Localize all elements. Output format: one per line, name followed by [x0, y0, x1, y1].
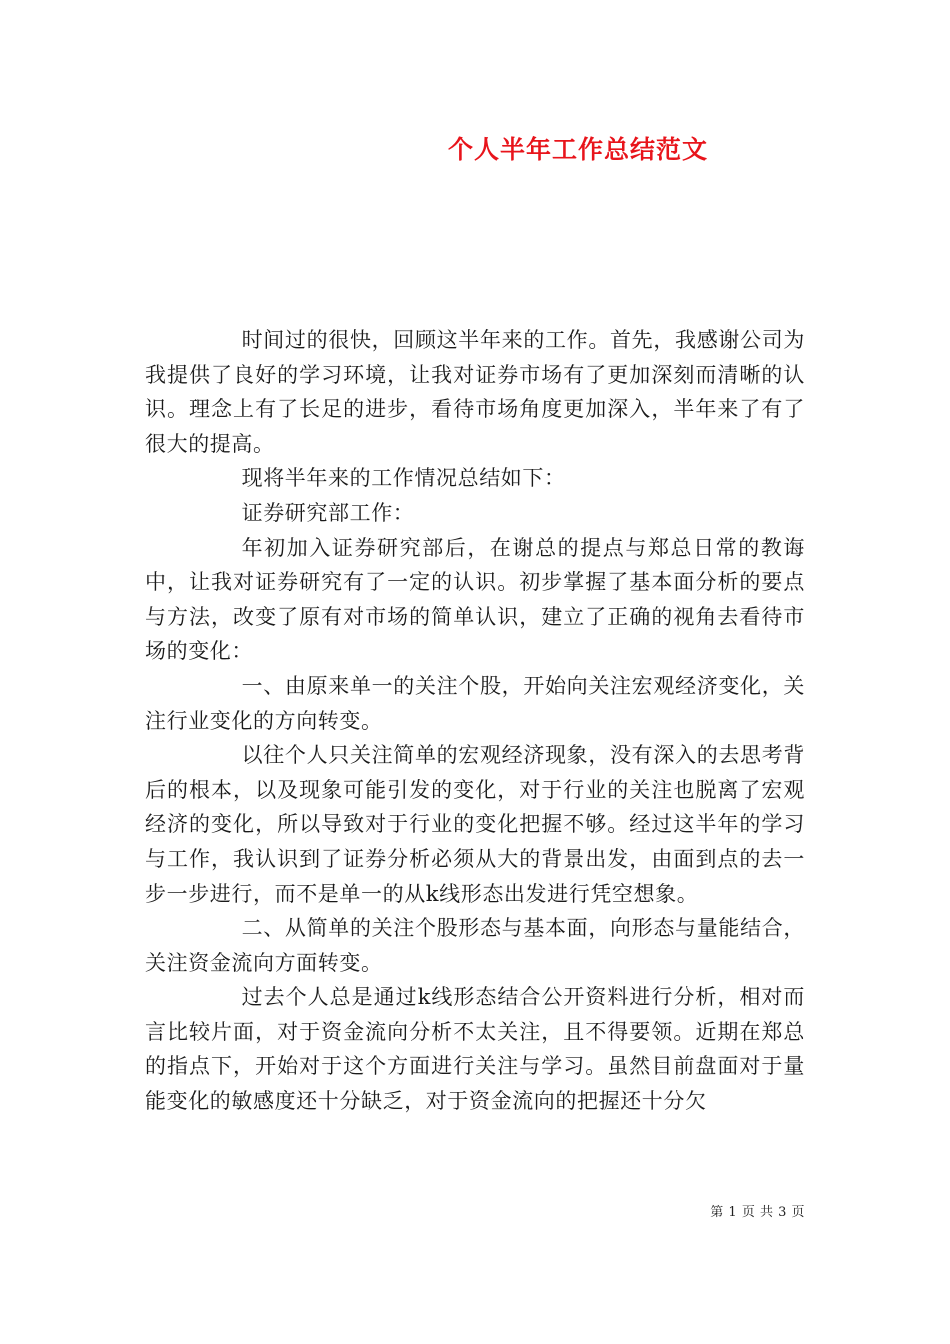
body-paragraph: 二、从简单的关注个股形态与基本面，向形态与量能结合，关注资金流向方面转变。	[145, 916, 805, 975]
document-body	[145, 323, 805, 1119]
document-title-text: 个人半年工作总结范文	[447, 135, 708, 164]
body-paragraph: 证券研究部工作：	[241, 500, 415, 525]
body-paragraph: 时间过的很快，回顾这半年来的工作。首先，我感谢公司为我提供了良好的学习环境，让我对证券市场有了更加深刻而清晰的认识。理念上有了长足的进步，看待市场角度更加深入，半年来了有了很大的提高。	[145, 328, 805, 456]
body-paragraph: 年初加入证券研究部后，在谢总的提点与郑总日常的教诲中，让我对证券研究有了一定的认识。初步掌握了基本面分析的要点与方法，改变了原有对市场的简单认识，建立了正确的视角去看待市场的变化：	[145, 535, 805, 664]
body-paragraph: 以往个人只关注简单的宏观经济现象，没有深入的去思考背后的根本，以及现象可能引发的变化，对于行业的关注也脱离了宏观经济的变化，所以导致对于行业的变化把握不够。经过这半年的学习与工作，我认识到了证券分析必须从大的背景出发，由面到点的去一步一步进行，而不是单一的从k线形态出发进行凭空想象。	[145, 743, 805, 906]
document-title	[0, 130, 950, 166]
body-paragraph: 现将半年来的工作情况总结如下：	[241, 466, 566, 491]
page-number: 第 1 页 共 3 页	[710, 1205, 805, 1220]
body-paragraph: 过去个人总是通过k线形态结合公开资料进行分析，相对而言比较片面，对于资金流向分析不太关注，且不得要领。近期在郑总的指点下，开始对于这个方面进行关注与学习。虽然目前盘面对于量能变化的敏感度还十分缺乏，对于资金流向的把握还十分欠	[145, 985, 805, 1114]
body-paragraph: 一、由原来单一的关注个股，开始向关注宏观经济变化，关注行业变化的方向转变。	[145, 673, 805, 733]
